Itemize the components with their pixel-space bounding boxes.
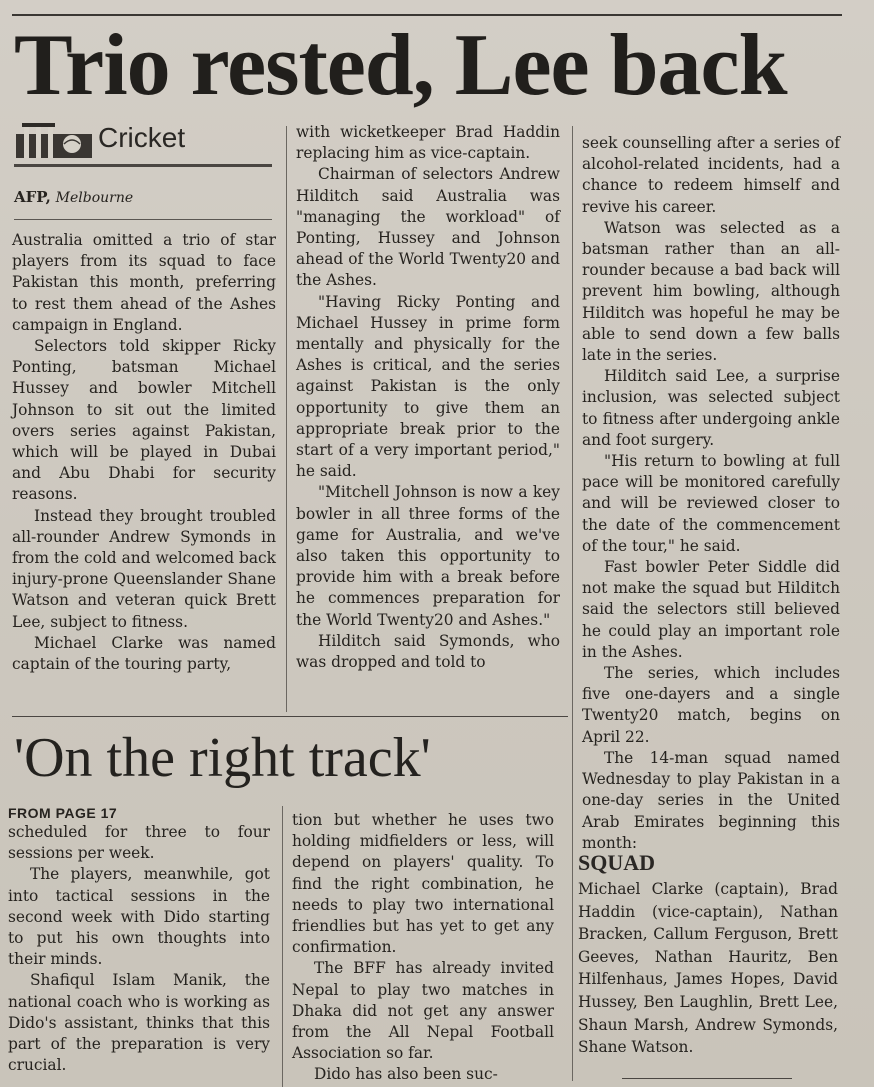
article2-column-2 — [292, 810, 554, 1086]
byline-agency: AFP, — [14, 188, 51, 206]
headline: Trio rested, Lee back — [14, 17, 787, 114]
paragraph: The series, which includes five one-dayers and a single Twenty20 match, begins on April 22. — [582, 664, 840, 746]
section-label: Cricket — [98, 122, 186, 153]
article1-column-1 — [12, 230, 276, 675]
article-divider — [12, 716, 568, 717]
paragraph: with wicketkeeper Brad Haddin replacing him as vice-captain. — [296, 123, 560, 163]
paragraph: Australia omitted a trio of star players from its squad to face Pakistan this month, preferring to rest them ahead of the Ashes campaign in England. — [12, 231, 276, 334]
paragraph: "Having Ricky Ponting and Michael Hussey in prime form mentally and physically for the Ashes is critical, and the series against Pakistan is the only opportunity to give them an appropriate break prior to the start of a very important period," he said. — [296, 292, 560, 481]
byline — [14, 188, 133, 206]
paragraph: The 14-man squad named Wednesday to play Pakistan in a one-day series in the United Arab Emirates beginning this month: — [582, 748, 840, 852]
article1-column-2 — [296, 122, 560, 673]
byline-rule — [14, 219, 272, 220]
paragraph: "His return to bowling at full pace will be monitored carefully and will be reviewed closer to the date of the commencement of the tour," he said. — [582, 452, 840, 555]
paragraph: seek counselling after a series of alcohol-related incidents, had a chance to redeem himself and revive his career. — [582, 134, 840, 216]
paragraph: Hilditch said Lee, a surprise inclusion, was selected subject to fitness after undergoing ankle and foot surgery. — [582, 367, 840, 449]
column-rule — [572, 126, 573, 1081]
paragraph: scheduled for three to four sessions per week. — [8, 823, 270, 863]
paragraph: Watson was selected as a batsman rather than an all-rounder because a bad back will prevent him bowling, although Hilditch was hopeful he may be able to send down a few balls late in the series. — [582, 218, 840, 365]
paragraph: tion but whether he uses two holding midfielders or less, will depend on players' quality. To find the right combination, he needs to play two international friendlies but has yet to get any confirmation. — [292, 811, 554, 957]
from-page-label: FROM PAGE 17 — [8, 805, 118, 821]
squad-heading: SQUAD — [578, 850, 656, 875]
article1-column-3 — [582, 133, 840, 854]
cricket-stumps-icon — [14, 120, 94, 160]
paragraph: Instead they brought troubled all-rounder Andrew Symonds in from the cold and welcomed back injury-prone Queenslander Shane Watson and veteran quick Brett Lee, subject to fitness. — [12, 506, 276, 631]
squad-list — [578, 878, 838, 1059]
paragraph: Hilditch said Symonds, who was dropped and told to — [296, 631, 560, 672]
paragraph: Michael Clarke was named captain of the touring party, — [12, 633, 276, 674]
paragraph: "Mitchell Johnson is now a key bowler in all three forms of the game for Australia, and we've also taken this opportunity to provide him with a break before he commences preparation for the World Twenty20 and Ashes." — [296, 483, 560, 629]
paragraph: The players, meanwhile, got into tactical sessions in the second week with Dido starting to put his own thoughts into their minds. — [8, 865, 270, 969]
column-rule — [282, 806, 283, 1087]
squad-list-text: Michael Clarke (captain), Brad Haddin (vice-captain), Nathan Bracken, Callum Ferguson, Brett Geeves, Nathan Hauritz, Ben Hilfenhaus, James Hopes, David Hussey, Ben Laughlin, Brett Lee, Shaun Marsh, Andrew Symonds, Shane Watson. — [578, 880, 838, 1057]
kicker-rule — [14, 164, 272, 167]
column-rule — [286, 126, 287, 712]
byline-place: Melbourne — [55, 190, 134, 206]
article2-headline: 'On the right track' — [14, 727, 431, 789]
paragraph: Selectors told skipper Ricky Ponting, batsman Michael Hussey and bowler Mitchell Johnson to sit out the limited overs series against Pakistan, which will be played in Dubai and Abu Dhabi for security reasons. — [12, 337, 276, 504]
paragraph: Dido has also been suc- — [314, 1065, 498, 1084]
paragraph: Fast bowler Peter Siddle did not make the squad but Hilditch said the selectors still believed he could play an important role in the Ashes. — [582, 558, 840, 661]
section-kicker — [14, 118, 272, 168]
article2-column-1 — [8, 822, 270, 1076]
paragraph: Chairman of selectors Andrew Hilditch said Australia was "managing the workload" of Ponting, Hussey and Johnson ahead of the World Twenty20 and the Ashes. — [296, 165, 560, 290]
end-rule — [622, 1078, 792, 1079]
paragraph: Shafiqul Islam Manik, the national coach who is working as Dido's assistant, thinks that this part of the preparation is very crucial. — [8, 971, 270, 1075]
paragraph: The BFF has already invited Nepal to play two matches in Dhaka did not get any answer from the All Nepal Football Association so far. — [292, 959, 554, 1063]
